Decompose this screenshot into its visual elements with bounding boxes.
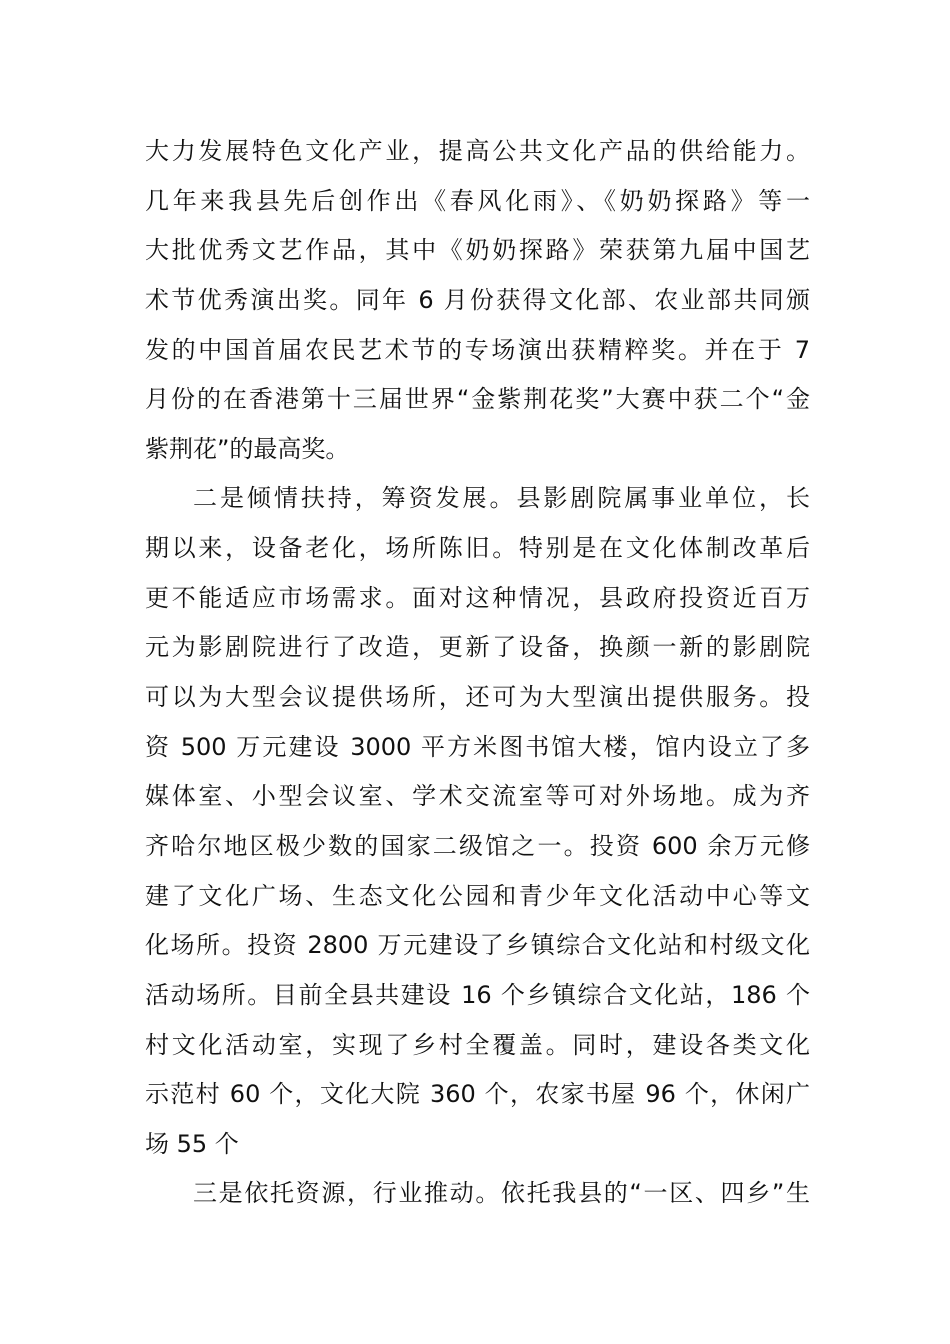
- text-line: 术节优秀演出奖。同年 6 月份获得文化部、农业部共同颁: [145, 285, 810, 314]
- text-line: 月份的在香港第十三届世界“金紫荆花奖”大赛中获二个“金: [145, 385, 810, 414]
- text-line: 资 500 万元建设 3000 平方米图书馆大楼，馆内设立了多: [145, 732, 810, 761]
- text-line: 更不能适应市场需求。面对这种情况，县政府投资近百万: [145, 583, 810, 612]
- text-line: 紫荆花”的最高奖。: [145, 434, 350, 463]
- text-line: 媒体室、小型会议室、学术交流室等可对外场地。成为齐: [145, 782, 810, 811]
- text-line: 发的中国首届农民艺术节的专场演出获精粹奖。并在于 7: [145, 335, 810, 364]
- text-line: 化场所。投资 2800 万元建设了乡镇综合文化站和村级文化: [145, 931, 810, 960]
- text-line: 几年来我县先后创作出《春风化雨》、《奶奶探路》等一: [145, 186, 810, 215]
- text-line: 期以来，设备老化，场所陈旧。特别是在文化体制改革后: [145, 534, 810, 563]
- text-line: 村文化活动室，实现了乡村全覆盖。同时，建设各类文化: [145, 1030, 810, 1059]
- text-line: 活动场所。目前全县共建设 16 个乡镇综合文化站，186 个: [145, 980, 810, 1009]
- document-body: [145, 127, 810, 1219]
- text-line: 示范村 60 个，文化大院 360 个，农家书屋 96 个，休闲广: [145, 1080, 810, 1109]
- text-line: 元为影剧院进行了改造，更新了设备，换颜一新的影剧院: [145, 633, 810, 662]
- paragraph-start-line: 三是依托资源，行业推动。依托我县的“一区、四乡”生: [193, 1179, 810, 1208]
- paragraph-start-line: 二是倾情扶持，筹资发展。县影剧院属事业单位，长: [193, 484, 810, 513]
- text-line: 大力发展特色文化产业，提高公共文化产品的供给能力。: [145, 137, 810, 165]
- text-line: 齐哈尔地区极少数的国家二级馆之一。投资 600 余万元修: [145, 831, 810, 860]
- text-line: 可以为大型会议提供场所，还可为大型演出提供服务。投: [145, 683, 810, 712]
- text-line: 大批优秀文艺作品，其中《奶奶探路》荣获第九届中国艺: [145, 236, 810, 265]
- text-line: 场 55 个: [145, 1129, 239, 1158]
- text-line: 建了文化广场、生态文化公园和青少年文化活动中心等文: [145, 881, 810, 910]
